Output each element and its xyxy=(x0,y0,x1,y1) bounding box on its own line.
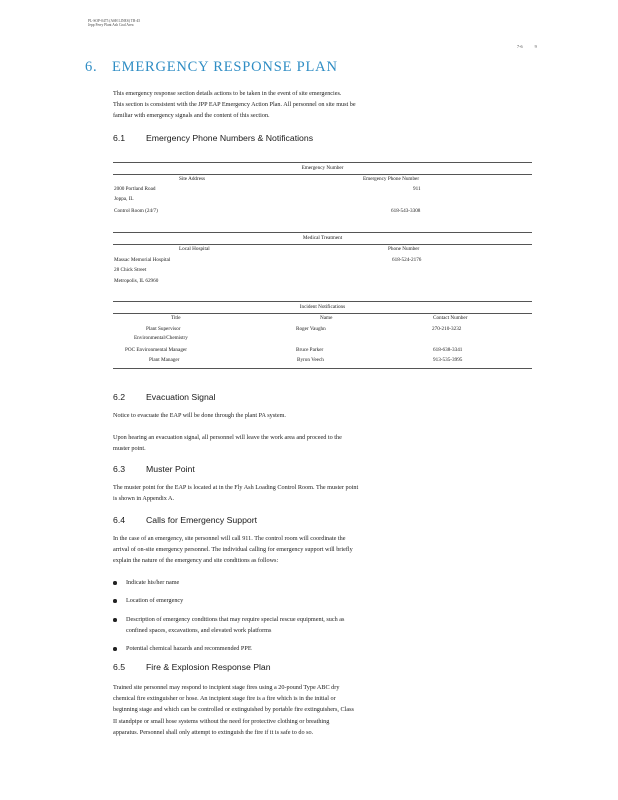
table-rule xyxy=(113,368,532,369)
column-header-title: Title xyxy=(171,315,181,321)
address-line: Joppa, IL xyxy=(114,196,134,202)
incident-notifications-table xyxy=(113,301,532,373)
header-line: Jepp Ferry Plant Ash Coal Area xyxy=(88,23,134,28)
section-title-text: EMERGENCY RESPONSE PLAN xyxy=(112,59,338,75)
evacuation-paragraph-1 xyxy=(113,410,286,421)
page-number-left: 7-6 xyxy=(517,44,523,49)
text-line: explain the nature of the emergency and site conditions as follows: xyxy=(113,557,279,565)
heading-text: Fire & Explosion Response Plan xyxy=(146,662,271,672)
hospital-line: Massac Memorial Hospital xyxy=(114,257,171,263)
bullet-icon xyxy=(113,581,117,585)
incident-title-line: Plant Manager xyxy=(149,357,180,363)
text-line: This section is consistent with the JPP EAP Emergency Action Plan. All personnel on site must be xyxy=(113,101,356,109)
table-heading: Incident Notifications xyxy=(299,304,346,310)
hospital-line: Metropolis, IL 62960 xyxy=(114,278,159,284)
text-line: This emergency response section details actions to be taken in the event of site emergencies. xyxy=(113,90,342,97)
muster-paragraph xyxy=(113,482,358,504)
heading-6-3 xyxy=(113,464,195,474)
list-item-text: Location of emergency xyxy=(126,597,184,604)
heading-6-1 xyxy=(113,133,313,143)
table-heading: Emergency Number xyxy=(301,165,344,171)
bullet-icon xyxy=(113,599,117,603)
text-line: is shown in Appendix A. xyxy=(113,495,175,503)
incident-contact: 618-638-3341 xyxy=(433,347,463,353)
list-item-text: confined spaces, excavations, and elevated work platforms xyxy=(126,627,272,634)
incident-title-line: Plant Supervisor xyxy=(146,326,181,332)
control-room-label: Control Room (24/7) xyxy=(114,208,158,214)
medical-treatment-table xyxy=(113,232,532,290)
table-rule xyxy=(113,313,532,314)
section-number: 6. xyxy=(85,59,98,75)
column-header-contact-number: Contact Number xyxy=(433,315,468,321)
heading-6-2 xyxy=(113,392,216,402)
hospital-line: 28 Chick Street xyxy=(114,267,147,273)
heading-number: 6.1 xyxy=(113,133,126,143)
heading-number: 6.4 xyxy=(113,515,126,525)
column-header-phone-number: Phone Number xyxy=(388,246,420,252)
address-line: 2000 Portland Road xyxy=(114,186,156,192)
table-rule xyxy=(113,301,532,302)
incident-title-line: POC Environmental Manager xyxy=(125,347,187,353)
table-heading: Medical Treatment xyxy=(302,235,343,241)
page-number-right: 9 xyxy=(534,44,537,49)
heading-number: 6.2 xyxy=(113,392,126,402)
table-rule xyxy=(113,232,532,233)
text-line: In the case of an emergency, site personnel will call 911. The control room will coordinate the xyxy=(113,535,346,542)
table-rule xyxy=(113,174,532,175)
fire-response-paragraph xyxy=(113,682,354,738)
control-room-phone: 618-543-3308 xyxy=(391,208,421,214)
list-item-text: Indicate his/her name xyxy=(126,579,180,586)
emergency-support-paragraph xyxy=(113,533,353,567)
column-header-local-hospital: Local Hospital xyxy=(179,246,210,252)
heading-number: 6.5 xyxy=(113,662,126,672)
incident-name: Byron Veech xyxy=(297,357,324,363)
incident-contact: 913-535-3995 xyxy=(433,357,463,363)
emergency-phone-value: 911 xyxy=(413,186,421,192)
text-line: Trained site personnel may respond to incipient stage fires using a 20-pound Type ABC dry xyxy=(113,684,340,691)
incident-title-line: Environmental/Chemistry xyxy=(134,335,188,341)
column-header-name: Name xyxy=(320,315,333,321)
column-header-emergency-phone: Emergency Phone Number xyxy=(363,176,420,182)
list-item-text: Potential chemical hazards and recommended PPE xyxy=(126,645,252,652)
text-line: The muster point for the EAP is located at in the Fly Ash Loading Control Room. The muster point xyxy=(113,484,359,491)
text-line: apparatus. Personnel shall only attempt to extinguish the fire if it is safe to do so. xyxy=(113,728,314,736)
incident-contact: 270-210-3232 xyxy=(432,326,462,332)
text-line: muster point. xyxy=(113,445,146,453)
text-line: beginning stage and which can be controlled or extinguished by portable fire extinguishers, Class xyxy=(113,706,354,714)
column-header-site-address: Site Address xyxy=(179,176,206,182)
list-item-text: Description of emergency conditions that may require special rescue equipment, such as xyxy=(126,616,345,623)
header-line: PL-SOP-0475 (ASH LINES) TR-45 xyxy=(88,19,141,23)
heading-text: Muster Point xyxy=(146,464,195,474)
document-header-info xyxy=(88,19,140,28)
heading-6-5 xyxy=(113,662,271,672)
text-line: Notice to evacuate the EAP will be done through the plant PA system. xyxy=(113,412,286,419)
incident-name: Bruce Parker xyxy=(296,347,324,353)
text-line: chemical fire extinguisher or hose. An incipient stage fire is a fire which is in the initial or xyxy=(113,695,336,703)
section-title xyxy=(85,59,338,76)
heading-text: Emergency Phone Numbers & Notifications xyxy=(146,133,314,143)
heading-text: Evacuation Signal xyxy=(146,392,216,402)
table-rule xyxy=(113,244,532,245)
bullet-icon xyxy=(113,647,117,651)
hospital-phone: 618-524-2176 xyxy=(392,257,422,263)
incident-name: Roger Vaughn xyxy=(296,326,326,332)
heading-text: Calls for Emergency Support xyxy=(146,515,258,525)
text-line: II standpipe or small hose systems without the need for protective clothing or breathing xyxy=(113,717,330,725)
text-line: familiar with emergency signals and the content of this section. xyxy=(113,112,270,120)
text-line: arrival of on-site emergency personnel. The individual calling for emergency support will briefly xyxy=(113,546,353,554)
page-number xyxy=(505,44,537,49)
text-line: Upon hearing an evacuation signal, all personnel will leave the work area and proceed to the xyxy=(113,434,342,441)
intro-paragraph xyxy=(113,88,356,122)
table-rule xyxy=(113,162,532,163)
heading-6-4 xyxy=(113,515,257,525)
bullet-icon xyxy=(113,618,117,622)
evacuation-paragraph-2 xyxy=(113,432,342,454)
heading-number: 6.3 xyxy=(113,464,126,474)
emergency-number-table xyxy=(113,162,532,220)
